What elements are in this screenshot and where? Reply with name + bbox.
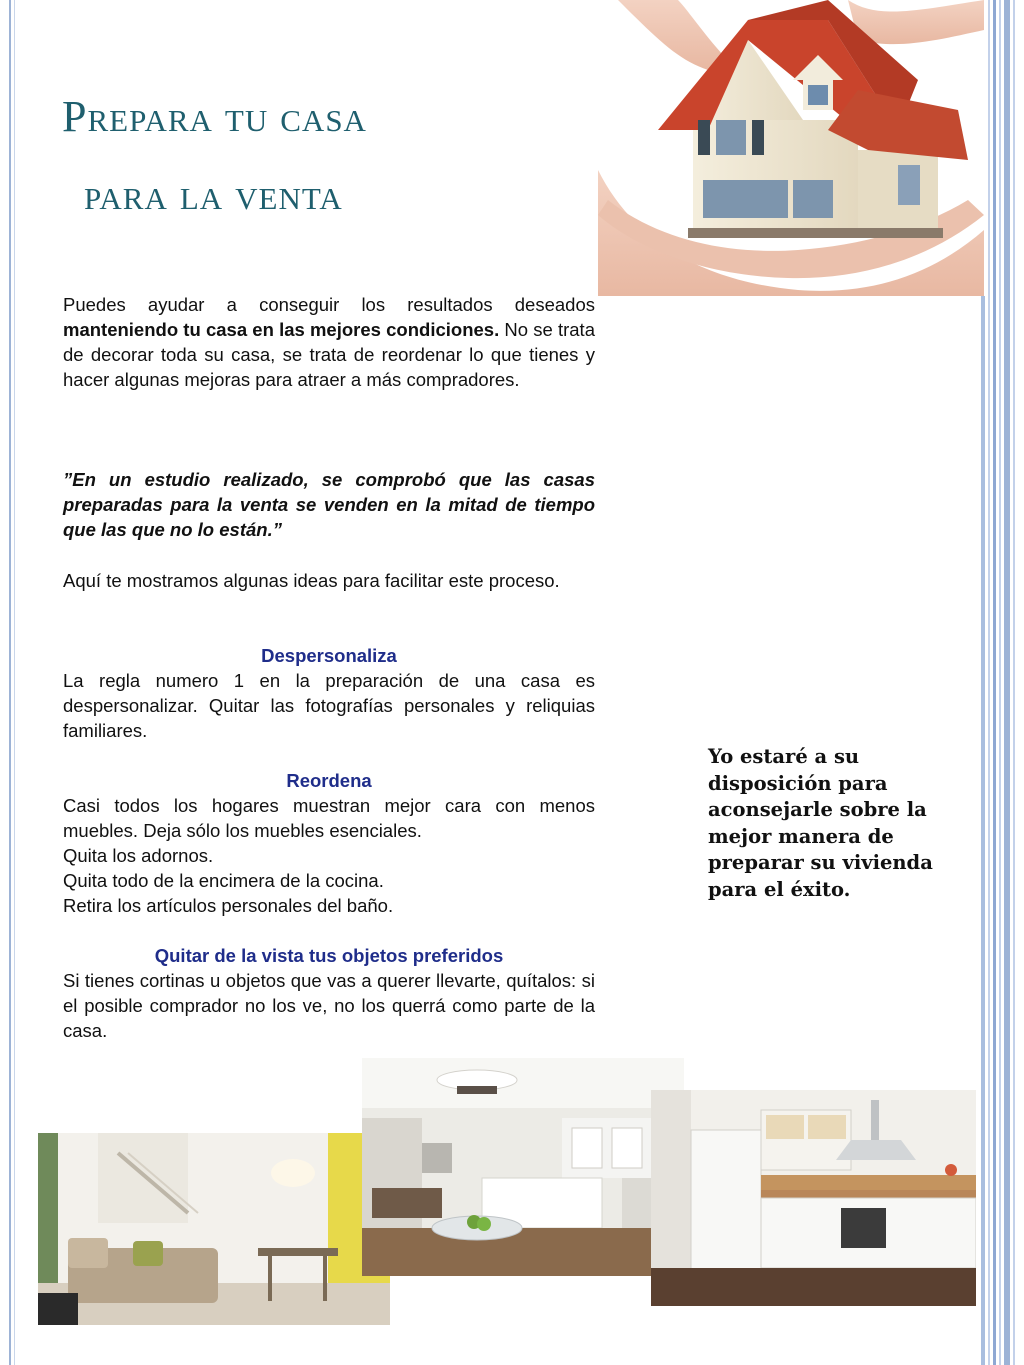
page-frame-right-line [1013, 0, 1015, 1365]
section-text: Casi todos los hogares muestran mejor cara con menos muebles. Deja sólo los muebles esenciales. [63, 795, 595, 841]
page-frame-left-line-thin [14, 0, 15, 1365]
section-reordena [63, 768, 595, 918]
section-heading: Quitar de la vista tus objetos preferidos [154, 945, 504, 966]
section-heading: Reordena [286, 770, 372, 791]
intro-bold-text: manteniendo tu casa en las mejores condiciones. [63, 319, 500, 340]
section-heading: Despersonaliza [261, 645, 397, 666]
dining-kitchen-photo [362, 1058, 684, 1276]
section-text: La regla numero 1 en la preparación de una casa es despersonalizar. Quitar las fotografías personales y reliquias familiares. [63, 670, 595, 741]
intro-text-after: No se trata de decorar toda su casa, se trata de reordenar lo que tienes y hacer algunas mejoras para atraer a más compradores. [63, 319, 595, 390]
study-quote: ”En un estudio realizado, se comprobó que las casas preparadas para la venta se venden en la mitad de tiempo que las que no lo están.” [63, 469, 595, 540]
section-text: Retira los artículos personales del baño. [63, 895, 394, 916]
page-frame-right-line [993, 0, 996, 1365]
ideas-intro-paragraph: Aquí te mostramos algunas ideas para facilitar este proceso. [63, 570, 560, 591]
page-title-line-1: Prepara tu casa [62, 92, 367, 141]
kitchen-photo [651, 1090, 976, 1306]
section-quitar-objetos [63, 943, 595, 1043]
intro-text-before: Puedes ayudar a conseguir los resultados deseados [63, 294, 595, 315]
sidebar-advice-text: Yo estaré a su disposición para aconsejarle sobre la mejor manera de preparar su vivienda para el éxito. [708, 745, 933, 901]
section-text: Quita todo de la encimera de la cocina. [63, 870, 384, 891]
intro-paragraph [63, 292, 595, 392]
house-in-hands-photo [598, 0, 984, 296]
page-title [62, 78, 582, 234]
section-text: Quita los adornos. [63, 845, 214, 866]
page-title-line-2: para la venta [84, 170, 343, 219]
page-frame-right-line [981, 296, 985, 1365]
page-frame-left-line [9, 0, 11, 1365]
section-text: Si tienes cortinas u objetos que vas a querer llevarte, quítalos: si el posible comprador no los ve, no los querrá como parte de la casa. [63, 970, 595, 1041]
living-room-photo [38, 1133, 390, 1325]
page-frame-right-line [1004, 0, 1010, 1365]
page-frame-right-line [988, 0, 990, 1365]
section-despersonaliza [63, 643, 595, 743]
page-frame-right-line [999, 0, 1001, 1365]
